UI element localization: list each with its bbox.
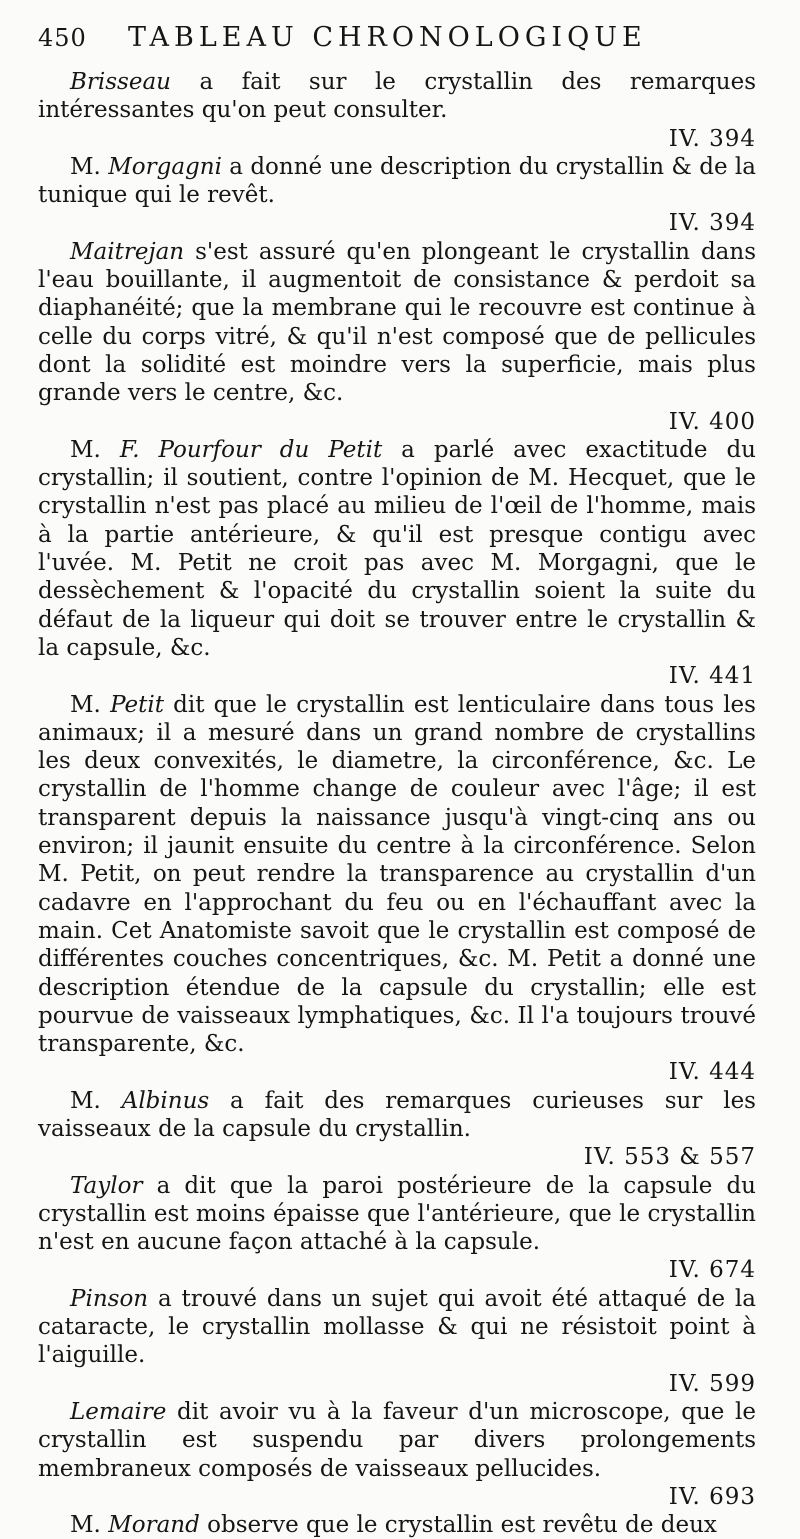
entry-paragraph: [38, 153, 756, 210]
volume-page-reference: IV. 394: [668, 210, 756, 237]
entry-paragraph: [38, 1511, 756, 1539]
chronology-entries: [38, 68, 756, 1539]
entry-paragraph: [38, 68, 756, 125]
author-name: Petit: [110, 691, 164, 718]
author-name: Albinus: [121, 1087, 210, 1114]
entry-text: a parlé avec exactitude du crystallin; il soutient, contre l'opinion de M. Hecquet, que le crystallin n'est pas placé au milieu de l'œil de l'homme, mais à la partie antérieure, & qu'il est presque contigu avec l'uvée. M. Petit ne croit pas avec M. Morgagni, que le dessèchement & l'opacité du crystallin soient la suite du défaut de la liqueur qui doit se trouver entre le crystallin & la capsule, &c.: [38, 436, 756, 661]
chronology-entry: [38, 691, 756, 1087]
entry-text: a dit que la paroi postérieure de la capsule du crystallin est moins épaisse que l'antérieure, que le crystallin n'est en aucune façon attaché à la capsule.: [38, 1172, 756, 1256]
entry-paragraph: [38, 1285, 756, 1370]
entry-paragraph: [38, 1087, 756, 1144]
entry-text: s'est assuré qu'en plongeant le crystallin dans l'eau bouillante, il augmentoit de consistance & perdoit sa diaphanéité; que la membrane qui le recouvre est continue à celle du corps vitré, & qu'il n'est composé que de pellicules dont la solidité est moindre vers la superficie, mais plus grande vers le centre, &c.: [38, 238, 756, 407]
chronology-entry: [38, 1087, 756, 1172]
author-name: Morgagni: [108, 153, 222, 180]
entry-text: a trouvé dans un sujet qui avoit été attaqué de la cataracte, le crystallin mollasse & qui ne résistoit point à l'aiguille.: [38, 1285, 756, 1369]
entry-prefix: M.: [70, 1087, 122, 1114]
running-head: [38, 22, 756, 68]
entry-paragraph: [38, 436, 756, 662]
entry-text: dit que le crystallin est lenticulaire dans tous les animaux; il a mesuré dans un grand nombre de crystallins les deux convexités, le diametre, la circonférence, &c. Le crystallin de l'homme change de couleur avec l'âge; il est transparent depuis la naissance jusqu'à vingt-cinq ans ou environ; il jaunit ensuite du centre à la circonférence. Selon M. Petit, on peut rendre la transparence au crystallin d'un cadavre en l'approchant du feu ou en l'échauffant avec la main. Cet Anatomiste savoit que le crystallin est composé de différentes couches concentriques, &c. M. Petit a donné une description étendue de la capsule du crystallin; elle est pourvue de vaisseaux lymphatiques, &c. Il l'a toujours trouvé transparente, &c.: [38, 691, 756, 1058]
author-name: Brisseau: [70, 69, 171, 95]
volume-page-reference: IV. 693: [668, 1483, 756, 1510]
chronology-entry: [38, 1398, 756, 1511]
chronology-entry: [38, 238, 756, 436]
author-name: Maitrejan: [70, 238, 185, 265]
author-name: Taylor: [70, 1172, 143, 1199]
entry-prefix: M.: [70, 153, 109, 180]
volume-page-reference: IV. 400: [668, 408, 756, 435]
volume-page-reference: IV. 394: [668, 125, 756, 152]
volume-page-reference: IV. 444: [668, 1059, 756, 1086]
chronology-entry: [38, 153, 756, 238]
entry-text: observe que le crystallin est revêtu de deux: [199, 1512, 717, 1539]
entry-text: dit avoir vu à la faveur d'un microscope, que le crystallin est suspendu par divers prolongements membraneux composés de vaisseaux pellucides.: [38, 1398, 756, 1482]
author-name: Lemaire: [70, 1398, 167, 1425]
entry-prefix: M.: [70, 1512, 109, 1539]
author-name: Pinson: [70, 1285, 149, 1312]
chronology-entry: [38, 436, 756, 691]
entry-prefix: M.: [70, 691, 111, 718]
entry-paragraph: [38, 1172, 756, 1257]
volume-page-reference: IV. 553 & 557: [583, 1144, 756, 1171]
entry-text: a donné une description du crystallin & de la tunique qui le revêt.: [38, 153, 756, 209]
volume-page-reference: IV. 441: [668, 663, 756, 690]
author-name: Morand: [108, 1512, 200, 1539]
entry-paragraph: [38, 691, 756, 1059]
chronology-entry: [38, 68, 756, 153]
volume-page-reference: IV. 599: [668, 1370, 756, 1397]
chronology-entry: [38, 1511, 756, 1539]
chronology-entry: [38, 1285, 756, 1398]
volume-page-reference: IV. 674: [668, 1257, 756, 1284]
author-name: F. Pourfour du Petit: [119, 436, 383, 463]
entry-text: a fait sur le crystallin des remarques intéressantes qu'on peut consulter.: [38, 69, 756, 124]
entry-text: a fait des remarques curieuses sur les vaisseaux de la capsule du crystallin.: [38, 1087, 756, 1142]
entry-prefix: M.: [70, 436, 120, 463]
entry-paragraph: [38, 1398, 756, 1483]
entry-paragraph: [38, 238, 756, 408]
running-title: TABLEAU CHRONOLOGIQUE: [128, 22, 647, 53]
chronology-entry: [38, 1172, 756, 1285]
page-number: 450: [38, 24, 87, 52]
